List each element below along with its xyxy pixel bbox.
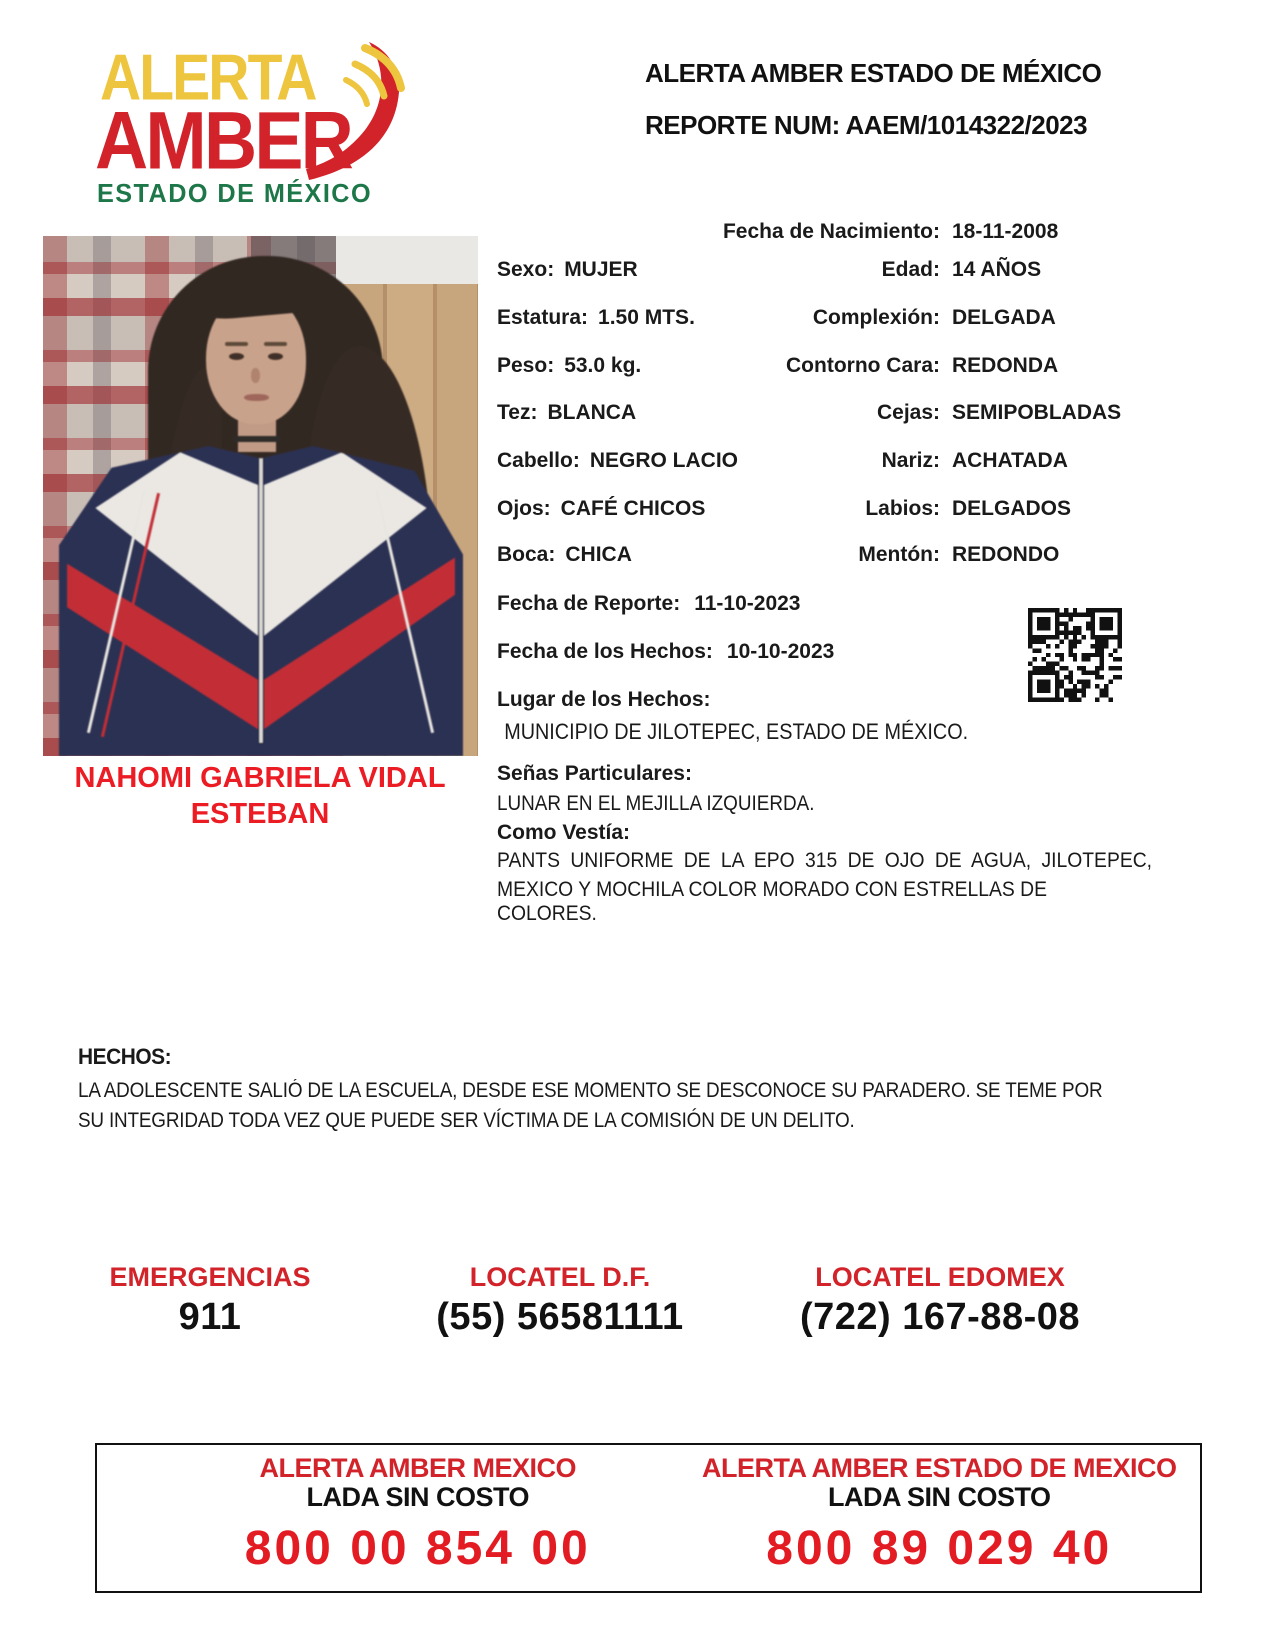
field-label: Cejas:: [876, 401, 940, 424]
emergency-label: LOCATEL EDOMEX: [815, 1262, 1065, 1292]
logo-amber-text: AMBER: [95, 95, 352, 186]
emergency-col-locatel-df: [415, 1262, 705, 1339]
field-value: 53.0 kg.: [564, 354, 642, 377]
emergency-col-locatel-edomex: [775, 1262, 1105, 1339]
emergency-number: (55) 56581111: [436, 1296, 684, 1338]
report-header: [645, 58, 1205, 141]
missing-person-photo: [43, 236, 478, 756]
footer-title: ALERTA AMBER ESTADO DE MEXICO: [701, 1453, 1177, 1483]
photo-haze-overlay: [43, 236, 478, 756]
field-place-label: Lugar de los Hechos:: [497, 688, 711, 711]
field-value: ACHATADA: [952, 449, 1068, 472]
field-value: DELGADA: [952, 306, 1056, 329]
report-number: REPORTE NUM: AAEM/1014322/2023: [645, 110, 1088, 140]
field-value: DELGADOS: [952, 497, 1072, 520]
emergency-col-emergencias: [95, 1262, 325, 1339]
field-value: CHICA: [565, 543, 632, 566]
field-label: Tez:: [497, 401, 538, 424]
field-row-cabello-nariz: [497, 449, 1165, 479]
field-value: NEGRO LACIO: [589, 449, 739, 472]
hechos-label: HECHOS:: [78, 1044, 172, 1069]
field-label: Nariz:: [881, 449, 940, 472]
field-birth-date: [497, 220, 1165, 250]
logo-swoosh-icon: [303, 38, 413, 188]
hechos-text: LA ADOLESCENTE SALIÓ DE LA ESCUELA, DESDE ESE MOMENTO SE DESCONOCE SU PARADERO. SE TEME POR SU INTEGRIDAD TODA VEZ QUE PUEDE SER VÍCTIMA DE LA COMISIÓN DE UN DELITO.: [78, 1079, 1103, 1133]
footer-phone-number: 800 00 854 00: [244, 1522, 591, 1575]
field-label: Boca:: [497, 543, 556, 566]
qr-code: [1028, 608, 1122, 702]
field-value: 10-10-2023: [726, 640, 835, 663]
emergency-number: 911: [178, 1296, 242, 1338]
field-row-peso-contorno: [497, 354, 1165, 384]
field-place-value: MUNICIPIO DE JILOTEPEC, ESTADO DE MÉXICO.: [504, 719, 969, 744]
field-label: Estatura:: [497, 306, 589, 329]
field-value: CAFÉ CHICOS: [560, 497, 706, 520]
field-row-boca-menton: [497, 543, 1165, 573]
field-label: Contorno Cara:: [786, 354, 940, 377]
field-marks-label: Señas Particulares:: [497, 762, 692, 785]
footer-subtitle: LADA SIN COSTO: [306, 1482, 529, 1512]
hechos-section: [78, 1044, 1238, 1137]
logo-estado-text: ESTADO DE MÉXICO: [97, 178, 373, 208]
field-value: SEMIPOBLADAS: [952, 401, 1122, 424]
field-value: REDONDA: [952, 354, 1059, 377]
field-row-estatura-complexion: [497, 306, 1165, 336]
field-value: BLANCA: [547, 401, 637, 424]
field-label: Fecha de los Hechos:: [497, 640, 713, 663]
field-value: MUJER: [564, 258, 638, 281]
field-label: Cabello:: [497, 449, 580, 472]
missing-person-name: NAHOMI GABRIELA VIDAL ESTEBAN: [74, 762, 446, 831]
emergency-label: EMERGENCIAS: [109, 1262, 311, 1292]
emergency-number: (722) 167-88-08: [799, 1296, 1080, 1338]
field-value: 11-10-2023: [694, 592, 801, 615]
footer-hotlines-box: [95, 1443, 1202, 1593]
footer-phone-number: 800 89 029 40: [766, 1522, 1113, 1575]
field-value: 1.50 MTS.: [598, 306, 695, 329]
logo-alerta-text: ALERTA: [100, 41, 316, 114]
field-label: Fecha de Nacimiento:: [722, 220, 940, 243]
field-label: Sexo:: [497, 258, 555, 281]
field-label: Fecha de Reporte:: [497, 592, 681, 615]
alerta-amber-logo: [95, 38, 415, 208]
footer-col-amber-edomex: [679, 1445, 1201, 1591]
field-row-tez-cejas: [497, 401, 1165, 431]
page-title: ALERTA AMBER ESTADO DE MÉXICO: [645, 58, 1102, 88]
field-value: 18-11-2008: [952, 220, 1059, 243]
field-clothing-value-line2: MEXICO Y MOCHILA COLOR MORADO CON ESTRELLAS DE COLORES.: [497, 878, 1048, 925]
field-value: 14 AÑOS: [952, 258, 1042, 281]
field-label: Edad:: [881, 258, 940, 281]
field-clothing-label: Como Vestía:: [497, 821, 631, 844]
field-label: Peso:: [497, 354, 555, 377]
footer-subtitle: LADA SIN COSTO: [827, 1482, 1051, 1512]
field-value: REDONDO: [952, 543, 1060, 566]
footer-title: ALERTA AMBER MEXICO: [259, 1453, 576, 1483]
field-label: Ojos:: [497, 497, 551, 520]
field-label: Mentón:: [858, 543, 940, 566]
field-clothing-value-line1: PANTS UNIFORME DE LA EPO 315 DE OJO DE AGUA, JILOTEPEC,: [497, 849, 1153, 872]
field-label: Complexión:: [812, 306, 940, 329]
field-marks-value: LUNAR EN EL MEJILLA IZQUIERDA.: [497, 792, 815, 815]
emergency-label: LOCATEL D.F.: [469, 1262, 651, 1292]
field-label: Labios:: [865, 497, 940, 520]
field-row-sexo-edad: [497, 258, 1165, 288]
field-row-ojos-labios: [497, 497, 1165, 527]
footer-col-amber-mexico: [97, 1445, 679, 1591]
